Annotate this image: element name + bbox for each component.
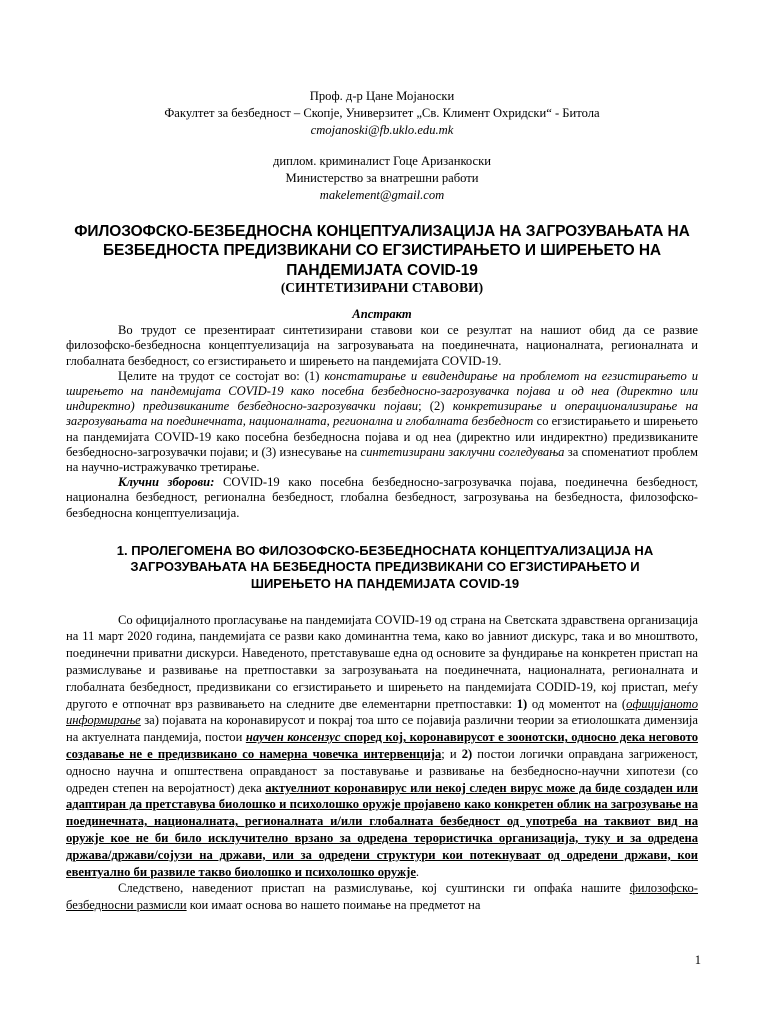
italic-run: констатирање и евидендирање на проблемот на егзистирањето и ширењето на пандемијата COVID-19 како посебна безбедносно-загрозувачка појава и од неа (директно или индиректно) предизвиканите безбедносно-загрозувачки појави — [66, 368, 698, 414]
page-number: 1 — [694, 953, 701, 967]
italic-underline-run: официјаното информирање — [66, 696, 699, 728]
bold-run: 2) — [461, 747, 473, 762]
author-2-affiliation: Министерство за внатрешни работи — [285, 171, 479, 185]
text-run: од моментот на ( — [527, 696, 627, 711]
text-run: постои логички оправдана загриженост, односно научна и општествена оправданост за поставување и развивање на безбедносно-научни хипотези (со одреден степен на веројатност) дека — [66, 747, 698, 795]
author-block — [66, 88, 698, 204]
author-1-affiliation: Факултет за безбедност – Скопје, Универзитет „Св. Климент Охридски“ - Битола — [164, 106, 600, 120]
keywords-label: Клучни зборови: — [118, 475, 215, 490]
bold-italic-underline-run: научен консензус — [245, 730, 341, 745]
abstract-paragraph-2 — [66, 369, 698, 475]
text-run: Следствено, наведениот пристап на размислување, кој суштински ги опфаќа нашите — [118, 881, 630, 896]
paper-subtitle: (СИНТЕТИЗИРАНИ СТАВОВИ) — [280, 280, 484, 296]
section-1-heading: 1. ПРОЛЕГОМЕНА ВО ФИЛОЗОФСКО-БЕЗБЕДНОСНАТА КОНЦЕПТУАЛИЗАЦИЈА НА ЗАГРОЗУВАЊАТА НА БЕЗБЕДНОСТА ПРЕДИЗВИКАНИ СО ЕГЗИСТИРАЊЕТО И ШИРЕЊЕТО НА ПАНДЕМИЈАТА COVID-19 — [116, 542, 654, 592]
text-run: ; и — [441, 747, 462, 762]
bold-underline-run: според кој, коронавирусот е зоонотски, односно дека неговото создавање не е предизвикано со намерна човечка интервенција — [66, 730, 698, 762]
underline-run: филозофско-безбедносни размисли — [66, 881, 698, 913]
section-1-paragraph-2 — [66, 880, 698, 914]
text-run: ; (2) — [418, 399, 453, 414]
abstract-paragraph-1: Во трудот се презентираат синтетизирани ставови кои се резултат на нашиот обид да се развие филозофско-безбедносна концептуелизација на загрозувањата на поединечната, националната, регионалната и глобалната безбедност, со егзистирањето и ширењето на пандемијата COVID-19. — [66, 323, 698, 368]
author-2-name: диплом. криминалист Гоце Аризанкоски — [273, 154, 491, 168]
section-1-body — [66, 612, 698, 914]
page-content — [66, 88, 698, 914]
author-2-email: makelement@gmail.com — [319, 188, 445, 202]
text-run: за) појавата на коронавирусот и покрај тоа што се појавија различни теории за етиолошката димензија на актуелната пандемија, постои — [66, 713, 698, 745]
abstract-heading: Апстракт — [352, 307, 412, 322]
text-run: со егзистирањето и ширењето на пандемијата COVID-19 како посебна безбедносна појава и од неа (директно или индиректно) предизвиканите безбедносно-загрозувачки појави; и (3) изнесување на — [66, 414, 698, 459]
italic-run: синтетизирани заклучни согледувања — [360, 444, 565, 459]
author-1-name: Проф. д-р Цане Мојаноски — [309, 89, 455, 103]
italic-run: конкретизирање и операционализирање на загрозувањата на поединечната, националната, регионална и глобалната безбедност — [66, 399, 698, 429]
text-run: кои имаат основа во нашето поимање на предметот на — [186, 898, 481, 913]
paper-title: ФИЛОЗОФСКО-БЕЗБЕДНОСНА КОНЦЕПТУАЛИЗАЦИЈА НА ЗАГРОЗУВАЊАТА НА БЕЗБЕДНОСТА ПРЕДИЗВИКАНИ СО ЕГЗИСТИРАЊЕТО И ШИРЕЊЕТО НА ПАНДЕМИЈАТА COVID-19 — [74, 223, 690, 279]
text-run: Целите на трудот се состојат во: (1) — [118, 368, 325, 383]
keywords-paragraph — [66, 475, 698, 521]
text-run: Со официјалното прогласување на пандемијата COVID-19 од страна на Светската здравствена организација на 11 март 2020 година, пандемијата се разви како доминантна тема, како во јавниот дискурс, така и во мноштвото, поединечни приватни дискурси. Наведеното, претставуваше една од основите за фундирање на конкретен пристап на размислување и развивање на претпоставки за загрозувањата на поединечната, националната, регионалната и глобалната безбедност, предизвикани со егзистирањето и ширењето на пандемијата CODID-19, кој пристап, меѓу другото е отпочнат врз развивањето на следните две елементарни претпоставки: — [66, 612, 698, 711]
text-run: за споменатиот проблем на научно-истражувачко третирање. — [66, 444, 698, 475]
section-1-paragraph-1 — [66, 612, 698, 881]
keywords-text: COVID-19 како посебна безбедносно-загрозувачка појава, поединечна безбедност, национална безбедност, регионална безбедност, глобална безбедност, загрозувања на безбедноста, филозофско-безбедносна концептуелизација. — [66, 475, 698, 520]
bold-run: 1) — [516, 696, 528, 711]
bold-underline-run: актуелниот коронавирус или некој следен вирус може да биде создаден или адаптиран да претставува биолошко и психолошко оружје пројавено како конкретен облик на загрозување на поединечната, националната, регионалната и/или глобалната безбедност од употреба на таквиот вид на оружје кое не би било исклучително врзано за одредена терористичка организација, туку и за одредена држава/држави/сојузи на држави, или за одредени структури кои потекнуваат од одредени држави, кои евентуално би развиле такво биолошко и психолошко оружје — [66, 780, 698, 879]
text-run: . — [415, 864, 420, 879]
author-1-email: cmojanoski@fb.uklo.edu.mk — [310, 123, 454, 137]
